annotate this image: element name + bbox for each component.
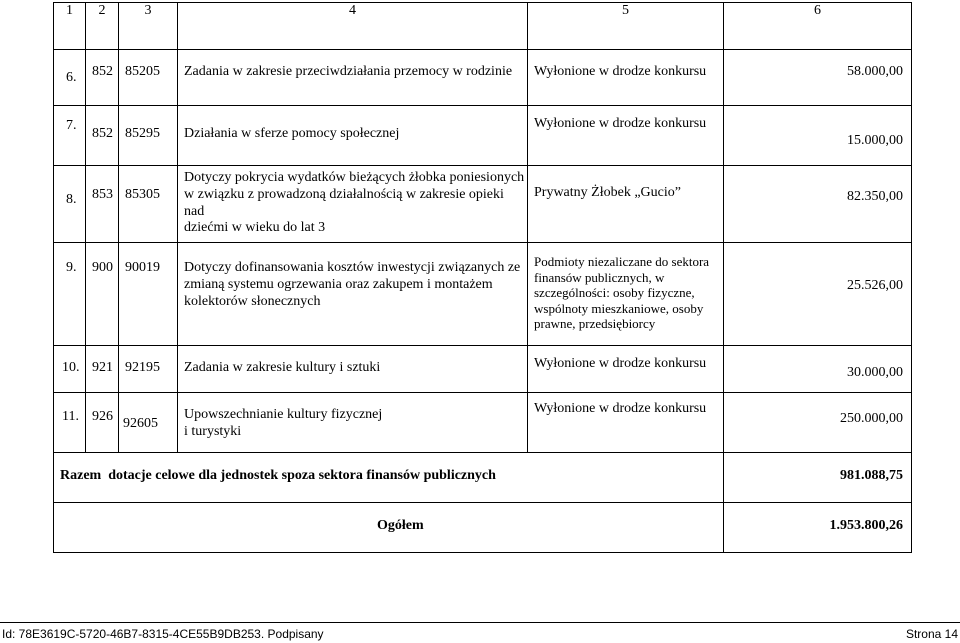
row-rozdzial: 85205 — [119, 50, 178, 106]
document-id: Id: 78E3619C-5720-46B7-8315-4CE55B9DB253. Podpisany — [2, 627, 324, 641]
row-lp: 9. — [54, 243, 86, 346]
row-amount: 30.000,00 — [724, 346, 912, 393]
row-name: Dotyczy pokrycia wydatków bieżących żłobka poniesionych w związku z prowadzoną działalnością w zakresie opieki nad dziećmi w wieku do lat 3 — [178, 166, 528, 243]
grants-table — [53, 2, 912, 553]
grand-total-amount: 1.953.800,26 — [724, 503, 912, 553]
row-dzial: 852 — [86, 50, 119, 106]
row-entity: Prywatny Żłobek „Gucio” — [528, 166, 724, 243]
page-number: Strona 14 — [905, 627, 958, 641]
row-dzial: 926 — [86, 393, 119, 453]
row-entity: Wyłonione w drodze konkursu — [528, 393, 724, 453]
row-dzial: 852 — [86, 106, 119, 166]
subtotal-label: Razem dotacje celowe dla jednostek spoza sektora finansów publicznych — [54, 453, 724, 503]
header-row — [54, 3, 912, 50]
row-name: Działania w sferze pomocy społecznej — [178, 106, 528, 166]
subtotal-row — [54, 453, 912, 503]
header-cell: 6 — [724, 3, 912, 50]
row-entity: Wyłonione w drodze konkursu — [528, 50, 724, 106]
row-entity: Wyłonione w drodze konkursu — [528, 346, 724, 393]
header-cell: 5 — [528, 3, 724, 50]
row-dzial: 853 — [86, 166, 119, 243]
row-entity: Podmioty niezaliczane do sektora finansów publicznych, w szczególności: osoby fizyczne, wspólnoty mieszkaniowe, osoby prawne, przedsiębiorcy — [528, 243, 724, 346]
header-cell: 4 — [178, 3, 528, 50]
row-dzial: 921 — [86, 346, 119, 393]
row-amount: 58.000,00 — [724, 50, 912, 106]
header-cell: 2 — [86, 3, 119, 50]
row-rozdzial: 90019 — [119, 243, 178, 346]
page-footer — [0, 622, 960, 643]
subtotal-amount: 981.088,75 — [724, 453, 912, 503]
row-amount: 82.350,00 — [724, 166, 912, 243]
table-row — [54, 50, 912, 106]
row-amount: 15.000,00 — [724, 106, 912, 166]
row-rozdzial: 92605 — [119, 393, 178, 453]
table-row — [54, 106, 912, 166]
row-amount: 25.526,00 — [724, 243, 912, 346]
row-amount: 250.000,00 — [724, 393, 912, 453]
row-lp: 11. — [54, 393, 86, 453]
table-row — [54, 393, 912, 453]
table-row — [54, 243, 912, 346]
grand-total-label: Ogółem — [54, 503, 724, 553]
row-name: Zadania w zakresie przeciwdziałania przemocy w rodzinie — [178, 50, 528, 106]
row-lp: 6. — [54, 50, 86, 106]
row-rozdzial: 92195 — [119, 346, 178, 393]
row-name: Dotyczy dofinansowania kosztów inwestycji związanych ze zmianą systemu ogrzewania oraz zakupem i montażem kolektorów słonecznych — [178, 243, 528, 346]
row-lp: 7. — [54, 106, 86, 166]
header-cell: 3 — [119, 3, 178, 50]
row-name: Zadania w zakresie kultury i sztuki — [178, 346, 528, 393]
row-dzial: 900 — [86, 243, 119, 346]
row-lp: 8. — [54, 166, 86, 243]
header-cell: 1 — [54, 3, 86, 50]
row-rozdzial: 85305 — [119, 166, 178, 243]
table-row — [54, 166, 912, 243]
row-rozdzial: 85295 — [119, 106, 178, 166]
row-lp: 10. — [54, 346, 86, 393]
row-name: Upowszechnianie kultury fizycznej i turystyki — [178, 393, 528, 453]
row-entity: Wyłonione w drodze konkursu — [528, 106, 724, 166]
table-row — [54, 346, 912, 393]
grand-total-row — [54, 503, 912, 553]
